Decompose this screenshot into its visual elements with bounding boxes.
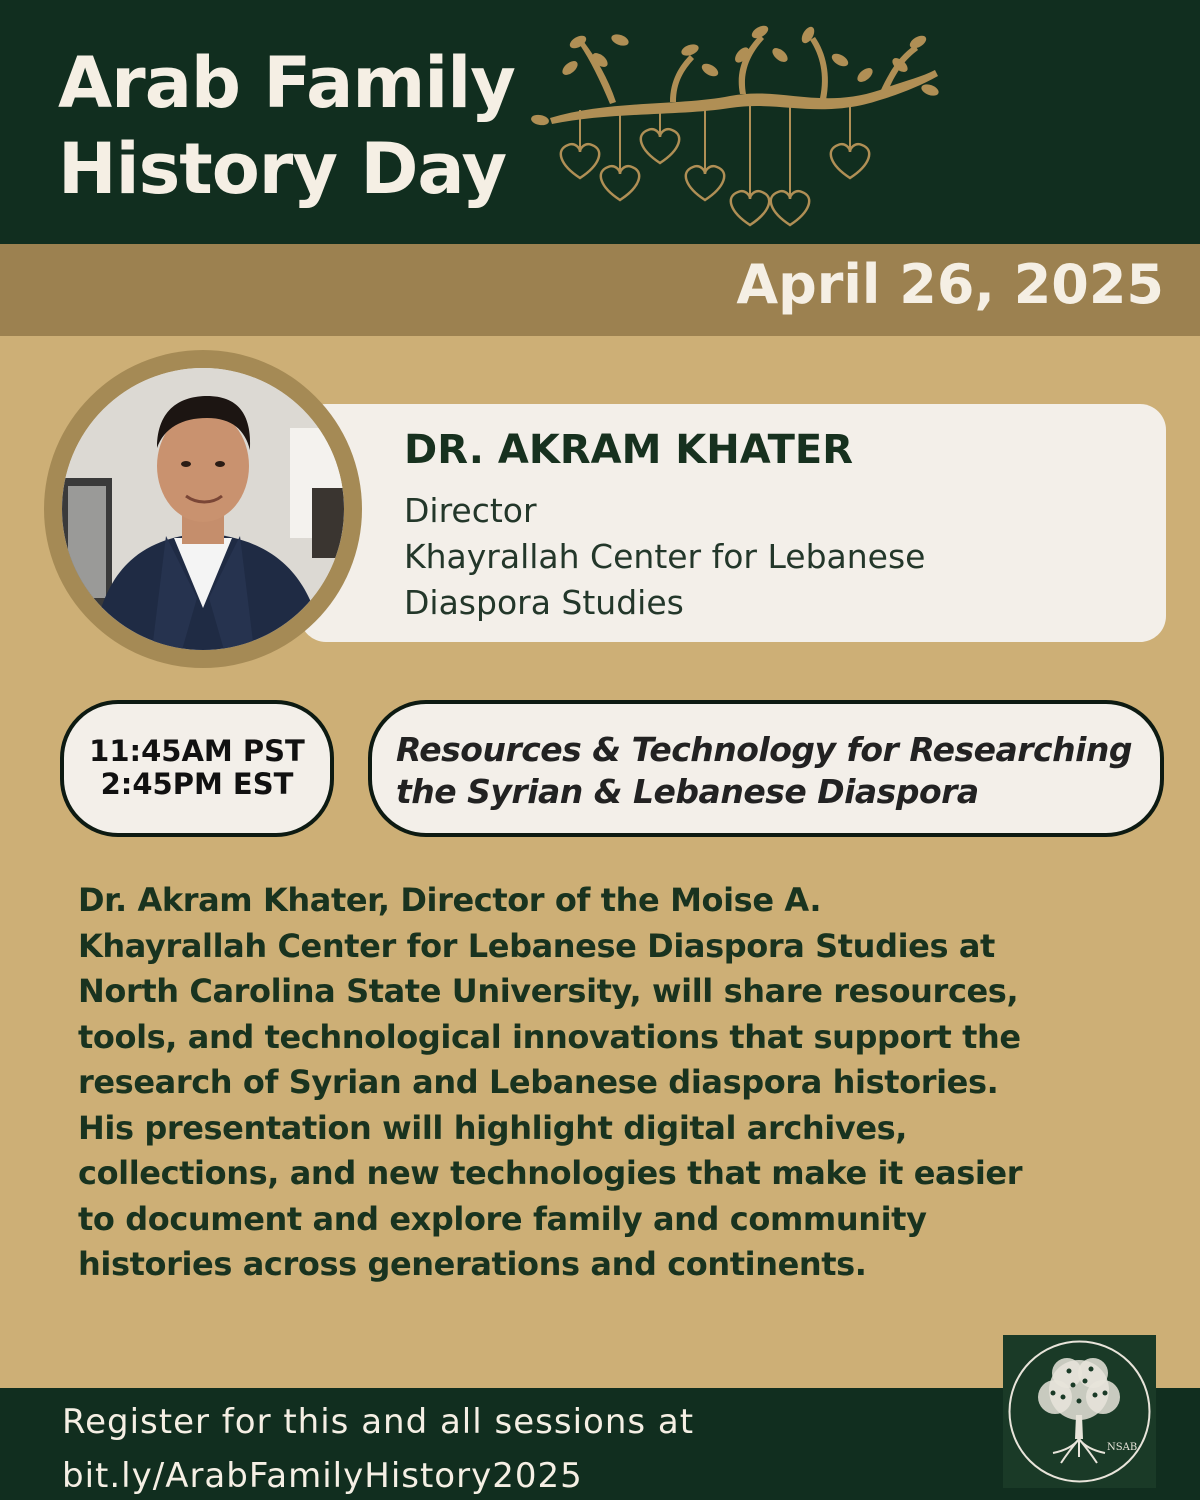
event-date: April 26, 2025 [736, 253, 1164, 316]
logo-text: NSAB [1107, 1442, 1138, 1453]
tree-icon [1003, 1335, 1156, 1488]
title-line-1: Arab Family [58, 42, 515, 124]
time-est: 2:45PM EST [100, 767, 294, 801]
description-line: His presentation will highlight digital archives, [78, 1109, 908, 1147]
speaker-photo [62, 368, 344, 650]
speaker-org-line-2: Diaspora Studies [404, 583, 684, 622]
time-pst: 11:45AM PST [89, 734, 305, 768]
description-line: to document and explore family and community [78, 1200, 927, 1238]
nsab-logo [1003, 1335, 1156, 1488]
description-line: North Carolina State University, will share resources, [78, 972, 1019, 1010]
description-line: histories across generations and continents. [78, 1245, 867, 1283]
description-line: collections, and new technologies that make it easier [78, 1154, 1023, 1192]
description-line: Khayrallah Center for Lebanese Diaspora Studies at [78, 927, 995, 965]
speaker-org-line-1: Khayrallah Center for Lebanese [404, 537, 926, 576]
description-line: Dr. Akram Khater, Director of the Moise A. [78, 881, 822, 919]
speaker-name: DR. AKRAM KHATER [404, 427, 854, 473]
speaker-role: Director [404, 491, 537, 530]
description-line: tools, and technological innovations that support the [78, 1018, 1021, 1056]
topic-line-2: the Syrian & Lebanese Diaspora [396, 772, 979, 811]
description-line: research of Syrian and Lebanese diaspora histories. [78, 1063, 999, 1101]
title-line-2: History Day [58, 128, 507, 210]
event-title [58, 40, 515, 212]
topic-line-1: Resources & Technology for Researching [396, 730, 1133, 769]
register-text: Register for this and all sessions at [62, 1402, 695, 1442]
branch-with-hearts-icon [520, 20, 950, 242]
register-link[interactable]: bit.ly/ArabFamilyHistory2025 [62, 1456, 583, 1496]
